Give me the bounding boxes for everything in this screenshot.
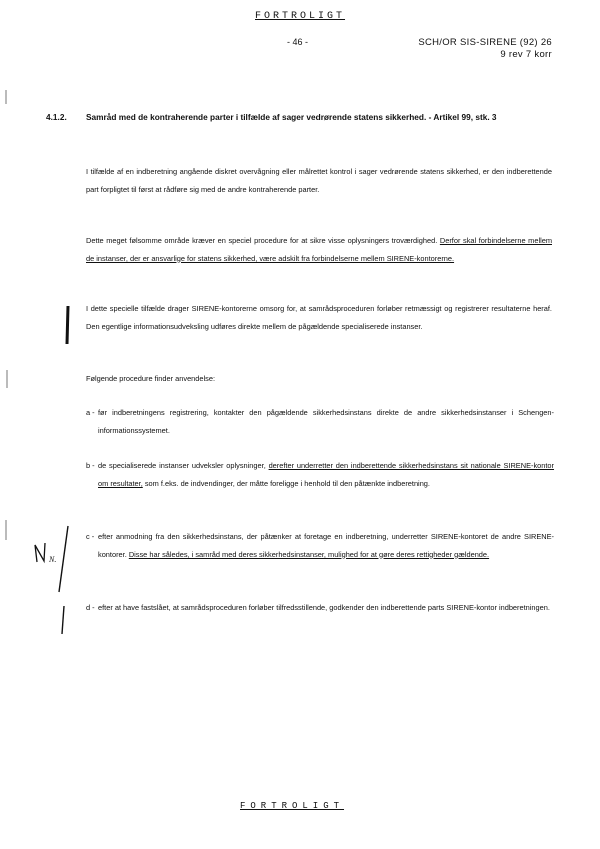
section-number: 4.1.2.: [46, 112, 67, 122]
list-item-text-plain: de specialiserede instanser udveksler oplysninger,: [98, 461, 269, 470]
list-item-text-underlined: derefter underretter den indberettende sikkerhedsinstans sit nationale SIRENE-kontor om resultater,: [98, 461, 555, 488]
paragraph-2-underlined: Derfor skal forbindelserne mellem de instanser, der er ansvarlige for statens sikkerhed, være adskilt fra forbindelserne mellem SIRENE-kontorerne.: [86, 236, 552, 263]
section-title: Samråd med de kontraherende parter i tilfælde af sager vedrørende statens sikkerhed. - Artikel 99, stk. 3: [86, 112, 497, 122]
paragraph-1: I tilfælde af en indberetning angående diskret overvågning eller målrettet kontrol i sager vedrørende statens sikkerhed, er den indberettende part forpligtet til først at rådføre sig med de andre kontraherende parter.: [86, 167, 552, 194]
margin-tick-mark: [62, 606, 64, 634]
reference-code: SCH/OR SIS-SIRENE (92) 26: [418, 37, 552, 48]
list-item-text-plain: efter at have fastslået, at samrådsproceduren forløber tilfredsstillende, godkender den indberettende parts SIRENE-kontor indberetningen.: [98, 603, 550, 612]
footer-classification: FORTROLIGT: [240, 801, 345, 811]
list-item-letter: c -: [86, 532, 95, 541]
margin-note-glyph: [35, 543, 45, 562]
list-item-letter: b -: [86, 461, 95, 470]
list-item-text-plain: før indberetningens registrering, kontakter den pågældende sikkerhedsinstans direkte de andre sikkerhedsinstanser i Schengen-informationssystemet.: [98, 408, 554, 435]
paragraph-4: Følgende procedure finder anvendelse:: [86, 374, 216, 383]
page-number: - 46 -: [287, 37, 309, 47]
margin-slash-mark: [59, 526, 68, 592]
list-item-text-plain: som f.eks. de indvendinger, der måtte foreligge i henhold til den påtænkte indberetning.: [142, 478, 430, 488]
list-item-letter: a -: [86, 408, 95, 417]
list-item-letter: d -: [86, 603, 95, 612]
paragraph-3: I dette specielle tilfælde drager SIRENE-kontorerne omsorg for, at samrådsproceduren forløber retmæssigt og registrerer resultaterne heraf. Den egentlige informationsudveksling udføres direkte mellem de pågældende specialiserede instanser.: [86, 304, 552, 331]
paragraph-2-text: Dette meget følsomme område kræver en speciel procedure for at sikre visse oplysningers troværdighed.: [86, 236, 440, 245]
revision-note: 9 rev 7 korr: [500, 49, 552, 60]
margin-bar-mark: [67, 306, 68, 344]
list-item-text-underlined: Disse har således, i samråd med deres sikkerhedsinstanser, mulighed for at gøre deres rettigheder gældende.: [128, 549, 490, 559]
list-item-text-plain: efter anmodning fra den sikkerhedsinstans, der påtænker at foretage en indberetning, underretter SIRENE-kontoret de andre SIRENE-kontorer.: [98, 532, 554, 559]
header-classification: FORTROLIGT: [255, 11, 346, 22]
margin-note: N.: [49, 555, 57, 564]
